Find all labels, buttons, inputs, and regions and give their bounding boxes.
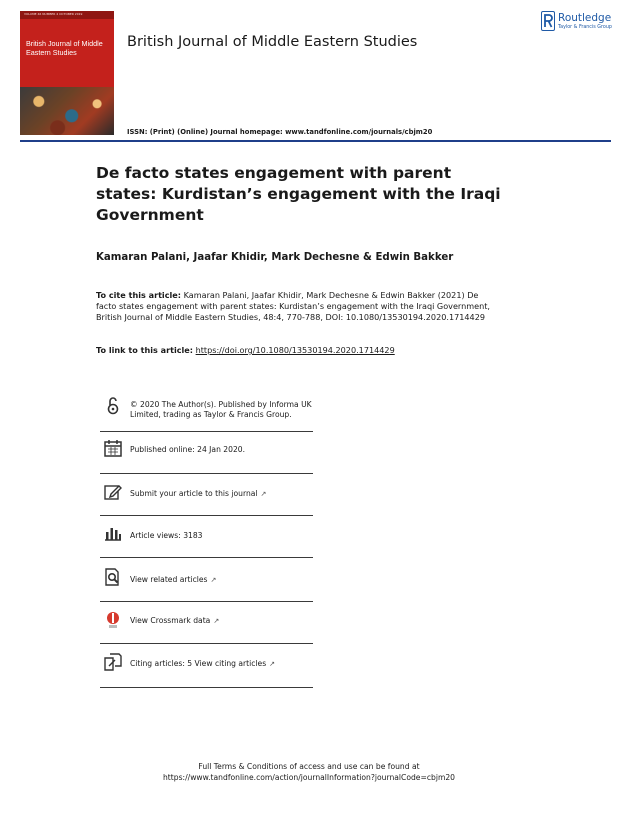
- citation-doi[interactable]: 10.1080/13530194.2020.1714429: [345, 312, 485, 323]
- published-date: Published online: 24 Jan 2020.: [130, 445, 246, 454]
- citing-articles-link[interactable]: Citing articles: 5 View citing articles: [130, 659, 267, 668]
- journal-title[interactable]: British Journal of Middle Eastern Studies: [127, 34, 418, 50]
- cover-meta: VOLUME 46 NUMBER 4 OCTOBER 2019: [24, 12, 83, 16]
- routledge-r-icon: [541, 11, 555, 31]
- citation-text: Kamaran Palani, Jaafar Khidir, Mark Dechesne & Edwin Bakker (2021) De facto states engagement with parent states: Kurdistan’s engagement with the Iraqi Government, British Journal of Middle Eastern Studies, 48:4, 770-788, DOI:: [96, 290, 490, 323]
- article-title: De facto states engagement with parent states: Kurdistan’s engagement with the Iraqi Government: [96, 164, 501, 224]
- article-doi-link[interactable]: https://doi.org/10.1080/13530194.2020.1714429: [195, 345, 395, 355]
- footer-terms-text: Full Terms & Conditions of access and use can be found at: [198, 762, 420, 771]
- cover-artwork: [20, 87, 114, 135]
- article-info-list: [100, 392, 313, 688]
- article-link-line: [96, 345, 395, 355]
- article-views: Article views: 3183: [130, 531, 203, 540]
- cover-title: British Journal of Middle Eastern Studies: [26, 39, 103, 57]
- list-item-submit[interactable]: [100, 474, 313, 516]
- bar-chart-icon: [103, 523, 123, 543]
- link-label: To link to this article:: [96, 345, 194, 355]
- list-item-license: [100, 392, 313, 432]
- submit-article-link[interactable]: Submit your article to this journal: [130, 489, 258, 498]
- logo-name: Routledge: [558, 12, 612, 24]
- citation-label: To cite this article:: [96, 290, 182, 300]
- issn-homepage-line[interactable]: ISSN: (Print) (Online) Journal homepage: www.tandfonline.com/journals/cbjm20: [127, 128, 433, 136]
- related-articles-link[interactable]: View related articles: [130, 575, 208, 584]
- external-link-icon: ↗: [269, 660, 276, 668]
- footer: [0, 762, 618, 783]
- footer-terms-link[interactable]: https://www.tandfonline.com/action/journalInformation?journalCode=cbjm20: [162, 772, 455, 782]
- edit-icon: [103, 482, 123, 502]
- external-link-icon: ↗: [260, 490, 267, 498]
- journal-cover[interactable]: [20, 11, 114, 135]
- search-icon: [103, 567, 123, 587]
- article-authors: Kamaran Palani, Jaafar Khidir, Mark Dechesne & Edwin Bakker: [96, 252, 454, 263]
- calendar-icon: [103, 438, 123, 458]
- crossmark-icon: [103, 610, 123, 630]
- citing-row-text: [130, 659, 315, 670]
- list-item-citing[interactable]: [100, 644, 313, 688]
- license-text: © 2020 The Author(s). Published by Informa UK Limited, trading as Taylor & Francis Group.: [130, 400, 312, 419]
- list-item-crossmark[interactable]: [100, 602, 313, 644]
- open-access-icon: [103, 396, 123, 416]
- crossmark-link[interactable]: View Crossmark data: [130, 616, 211, 625]
- list-item-related[interactable]: [100, 558, 313, 602]
- list-item-views: [100, 516, 313, 558]
- list-item-published: [100, 432, 313, 474]
- crossmark-row-text: [130, 616, 315, 627]
- citation-block: [96, 290, 496, 324]
- citing-icon: [103, 652, 123, 672]
- header-divider: [20, 140, 611, 142]
- logo-subtitle: Taylor & Francis Group: [558, 25, 612, 30]
- external-link-icon: ↗: [213, 617, 220, 625]
- related-row-text: [130, 575, 315, 586]
- external-link-icon: ↗: [210, 576, 217, 584]
- submit-row-text: [130, 489, 315, 500]
